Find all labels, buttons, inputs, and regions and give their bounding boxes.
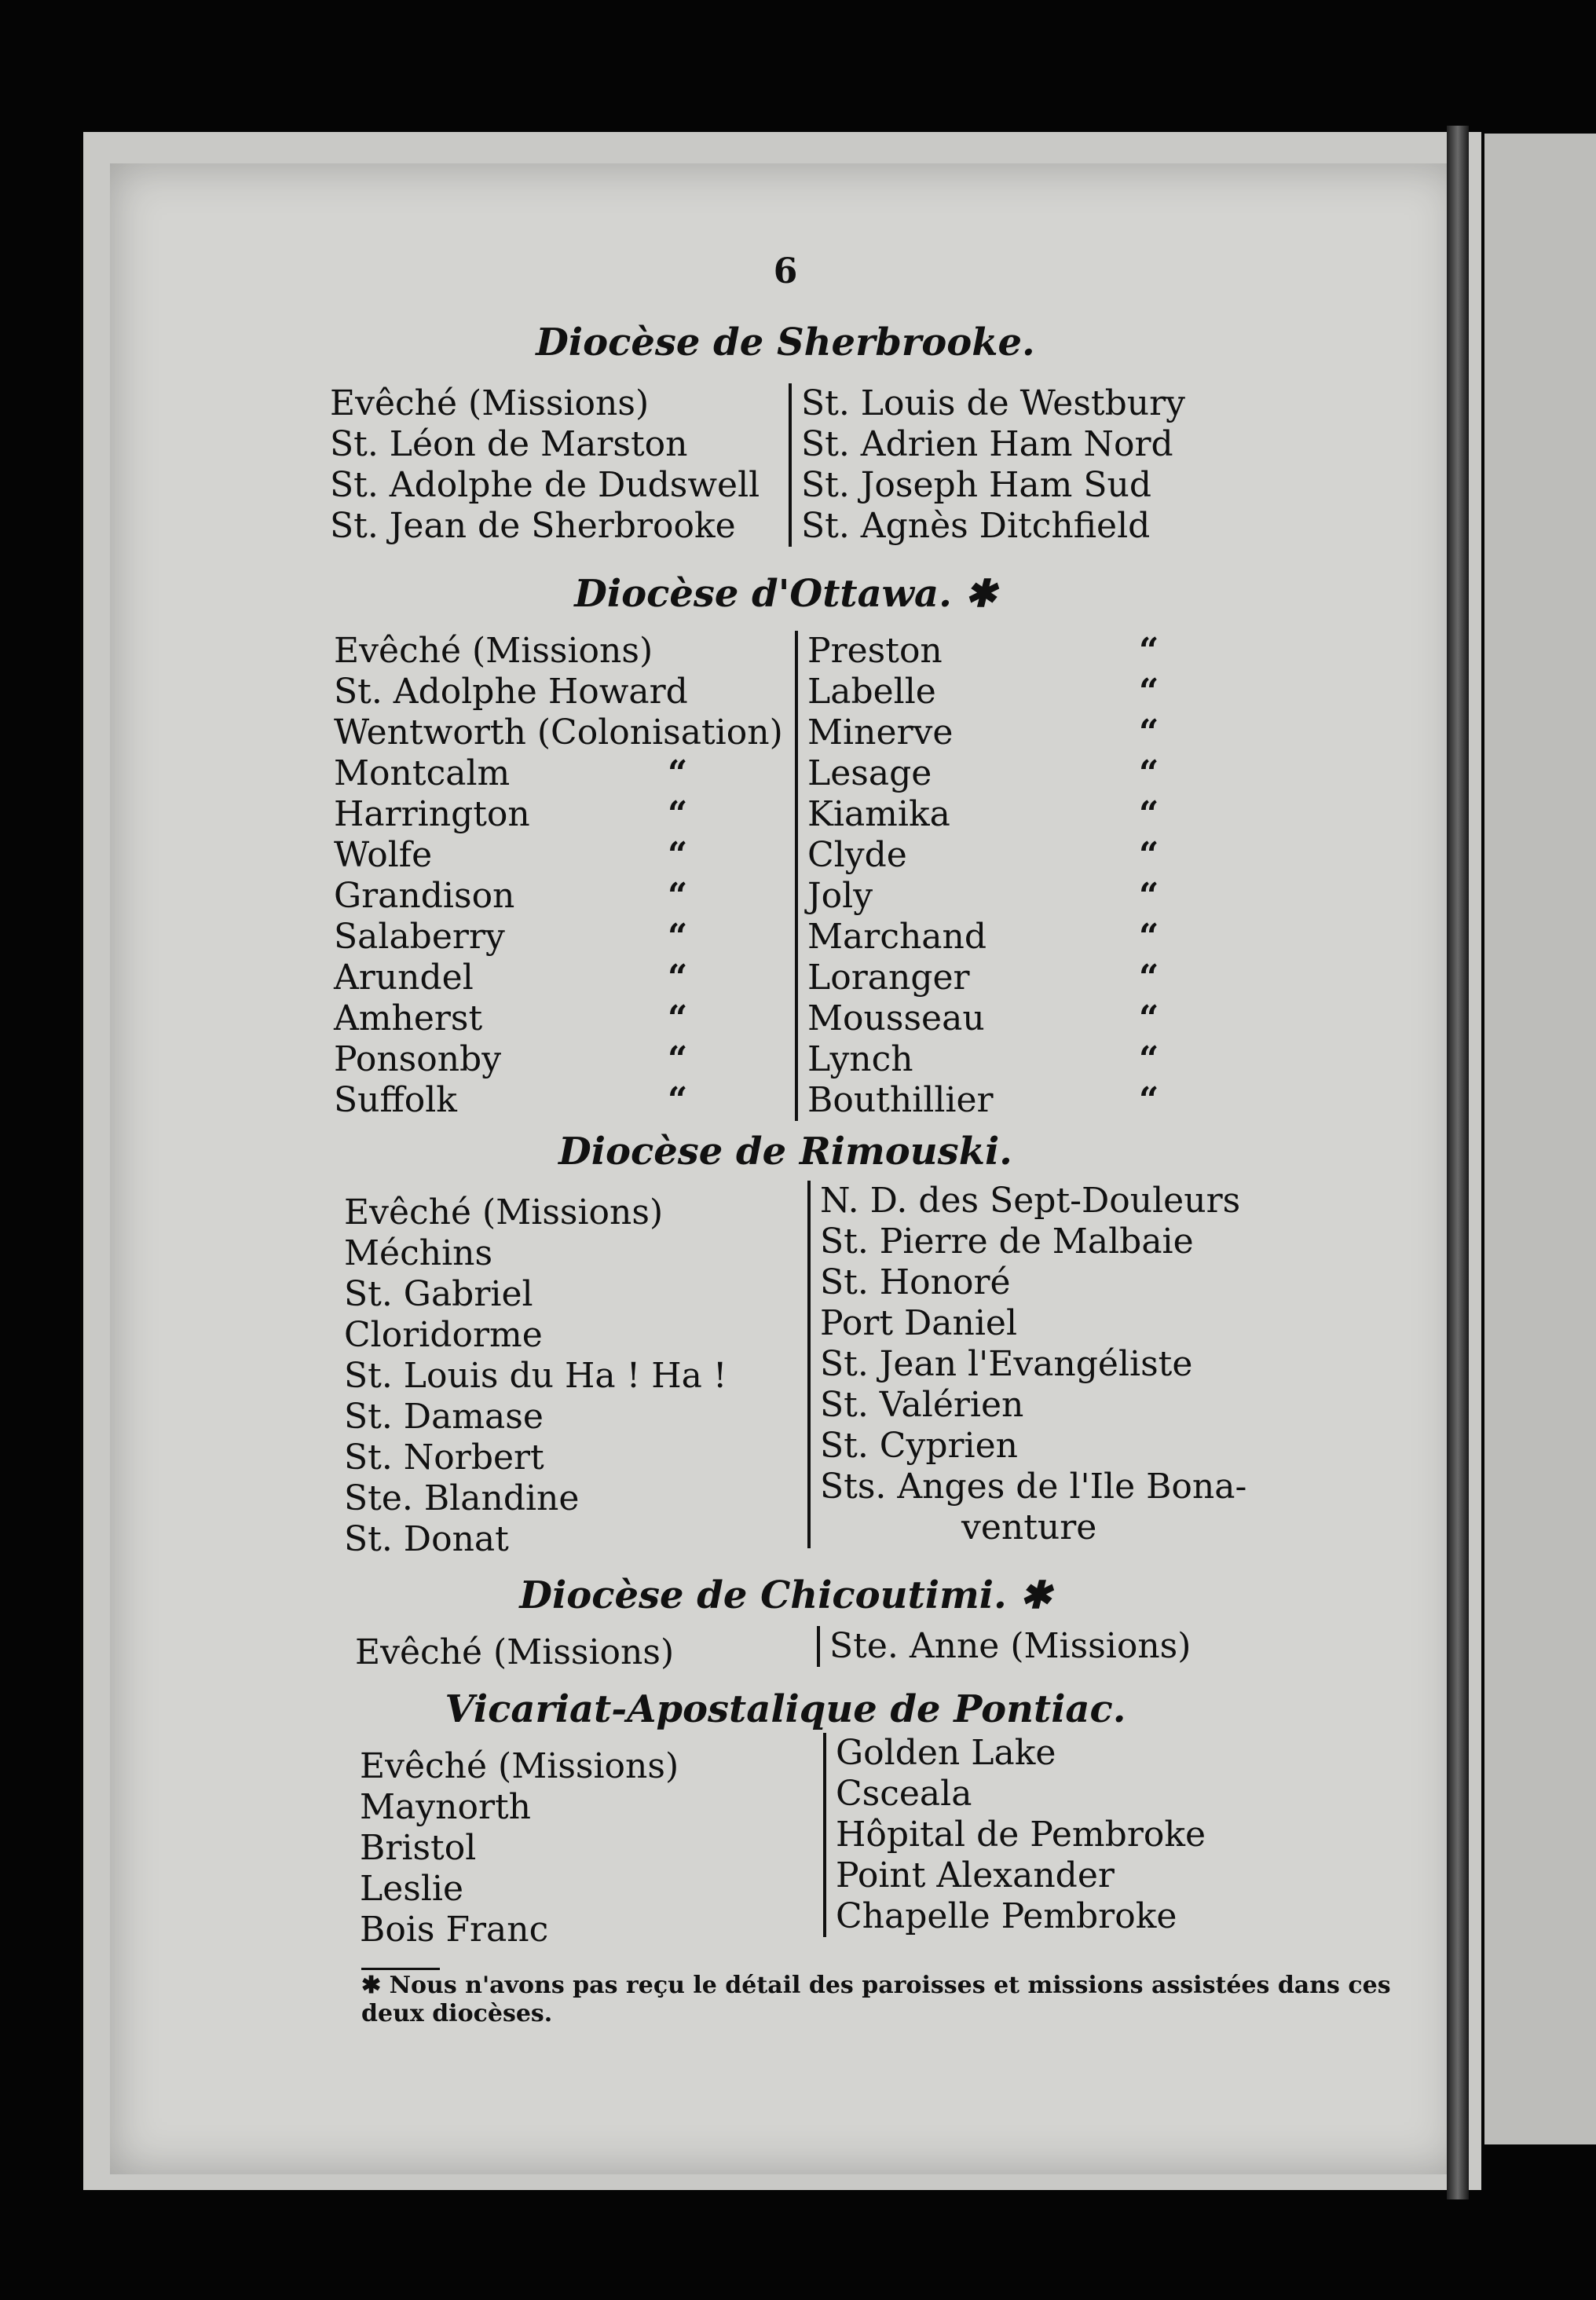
ditto-mark: “	[1139, 917, 1159, 957]
list-item: St. Damase	[344, 1397, 544, 1437]
pontiac-left-list	[360, 1746, 679, 1950]
list-item: St. Valérien	[820, 1385, 1024, 1425]
ditto-mark: “	[668, 1080, 688, 1120]
list-item: Hôpital de Pembroke	[836, 1815, 1206, 1855]
ditto-mark: “	[668, 794, 688, 834]
list-item: Leslie	[360, 1869, 464, 1909]
list-item: Bois Franc	[360, 1910, 549, 1950]
list-item: St. Louis de Westbury	[801, 383, 1186, 423]
ditto-mark: “	[668, 876, 688, 916]
ditto-mark: “	[1139, 876, 1159, 916]
adjacent-page	[1484, 134, 1596, 2144]
ottawa-left-list	[334, 631, 783, 1121]
list-item: Evêché (Missions)	[330, 383, 650, 423]
list-item: Preston	[807, 631, 943, 671]
chicoutimi-right-list	[817, 1626, 1191, 1667]
list-item: St. Léon de Marston	[330, 424, 688, 464]
list-item: Lynch	[807, 1039, 913, 1079]
list-item: Evêché (Missions)	[360, 1746, 679, 1786]
list-item: Arundel	[334, 958, 474, 998]
list-item: St. Honoré	[820, 1262, 1011, 1302]
ditto-mark: “	[668, 1039, 688, 1079]
footnote-rule	[361, 1968, 440, 1970]
list-item: Amherst	[334, 998, 483, 1038]
list-item: Harrington	[334, 794, 530, 834]
list-item: Marchand	[807, 917, 987, 957]
list-item: Clyde	[807, 835, 907, 875]
ditto-mark: “	[1139, 958, 1159, 998]
list-item: Bristol	[360, 1828, 477, 1868]
page-content	[110, 163, 1461, 2174]
list-item: Evêché (Missions)	[344, 1192, 664, 1232]
rimouski-left-list	[344, 1192, 727, 1560]
vicariat-pontiac-title: Vicariat-Apostalique de Pontiac.	[445, 1687, 1126, 1731]
diocese-ottawa-title: Diocèse d'Ottawa. ✱	[574, 572, 997, 616]
list-item: venture	[961, 1507, 1097, 1547]
diocese-chicoutimi-title: Diocèse de Chicoutimi. ✱	[519, 1573, 1052, 1617]
sherbrooke-right-list	[789, 383, 1185, 547]
sherbrooke-left-list	[330, 383, 760, 547]
diocese-rimouski-title: Diocèse de Rimouski.	[558, 1130, 1012, 1174]
list-item: Sts. Anges de l'Ile Bona-	[820, 1467, 1247, 1507]
ditto-mark: “	[668, 753, 688, 793]
list-item: St. Cyprien	[820, 1426, 1018, 1466]
diocese-sherbrooke-title: Diocèse de Sherbrooke.	[536, 320, 1035, 364]
chicoutimi-left-list	[355, 1632, 674, 1673]
ditto-mark: “	[1139, 998, 1159, 1038]
ottawa-right-ditto-marks	[1139, 631, 1159, 1121]
list-item: St. Jean l'Evangéliste	[820, 1344, 1193, 1384]
list-item: Wolfe	[334, 835, 433, 875]
list-item: Golden Lake	[836, 1733, 1056, 1773]
footnote: ✱ Nous n'avons pas reçu le détail des paroisses et missions assistées dans ces deux diocèses.	[361, 1972, 1391, 2027]
ditto-mark: “	[1139, 1080, 1159, 1120]
ditto-mark: “	[1139, 1039, 1159, 1079]
ditto-mark: “	[1139, 835, 1159, 875]
list-item: Lesage	[807, 753, 932, 793]
ditto-mark: “	[668, 835, 688, 875]
list-item: Port Daniel	[820, 1303, 1018, 1343]
ottawa-left-ditto-marks	[668, 753, 687, 1121]
list-item: Méchins	[344, 1233, 493, 1273]
list-item: St. Donat	[344, 1519, 509, 1559]
ottawa-right-list	[795, 631, 994, 1121]
list-item: St. Norbert	[344, 1438, 544, 1478]
ditto-mark: “	[1139, 672, 1159, 712]
list-item: Cloridorme	[344, 1315, 543, 1355]
ditto-mark: “	[1139, 712, 1159, 753]
list-item: Wentworth (Colonisation)	[334, 712, 783, 753]
list-item: Salaberry	[334, 917, 505, 957]
list-item: Labelle	[807, 672, 936, 712]
list-item: St. Jean de Sherbrooke	[330, 506, 736, 546]
list-item: Evêché (Missions)	[355, 1632, 675, 1672]
list-item: Minerve	[807, 712, 954, 753]
list-item: St. Gabriel	[344, 1274, 533, 1314]
document-page	[110, 163, 1461, 2174]
list-item: Ponsonby	[334, 1039, 502, 1079]
ditto-mark: “	[1139, 753, 1159, 793]
list-item: Montcalm	[334, 753, 511, 793]
book-spine	[1447, 126, 1469, 2199]
pontiac-right-list	[823, 1733, 1206, 1937]
list-item: Point Alexander	[836, 1855, 1115, 1895]
list-item: St. Louis du Ha ! Ha !	[344, 1356, 727, 1396]
list-item: St. Pierre de Malbaie	[820, 1221, 1194, 1262]
page-number: 6	[773, 251, 798, 291]
list-item: Grandison	[334, 876, 515, 916]
list-item: Evêché (Missions)	[334, 631, 653, 671]
list-item: N. D. des Sept-Douleurs	[820, 1181, 1241, 1221]
rimouski-right-list	[807, 1181, 1246, 1548]
list-item: Joly	[807, 876, 873, 916]
list-item: Mousseau	[807, 998, 985, 1038]
list-item: Csceala	[836, 1774, 972, 1814]
list-item: St. Adolphe de Dudswell	[330, 465, 760, 505]
ditto-mark: “	[668, 958, 688, 998]
list-item: Kiamika	[807, 794, 950, 834]
list-item: St. Adrien Ham Nord	[801, 424, 1173, 464]
list-item: Suffolk	[334, 1080, 457, 1120]
list-item: St. Agnès Ditchfield	[801, 506, 1151, 546]
ditto-mark: “	[1139, 794, 1159, 834]
list-item: St. Adolphe Howard	[334, 672, 688, 712]
ditto-mark: “	[1139, 631, 1159, 671]
list-item: Bouthillier	[807, 1080, 994, 1120]
ditto-mark: “	[668, 998, 688, 1038]
ditto-mark: “	[668, 917, 688, 957]
list-item: Loranger	[807, 958, 970, 998]
list-item: Ste. Blandine	[344, 1478, 580, 1518]
list-item: Maynorth	[360, 1787, 532, 1827]
list-item: Chapelle Pembroke	[836, 1896, 1177, 1936]
list-item: Ste. Anne (Missions)	[829, 1626, 1192, 1666]
list-item: St. Joseph Ham Sud	[801, 465, 1151, 505]
